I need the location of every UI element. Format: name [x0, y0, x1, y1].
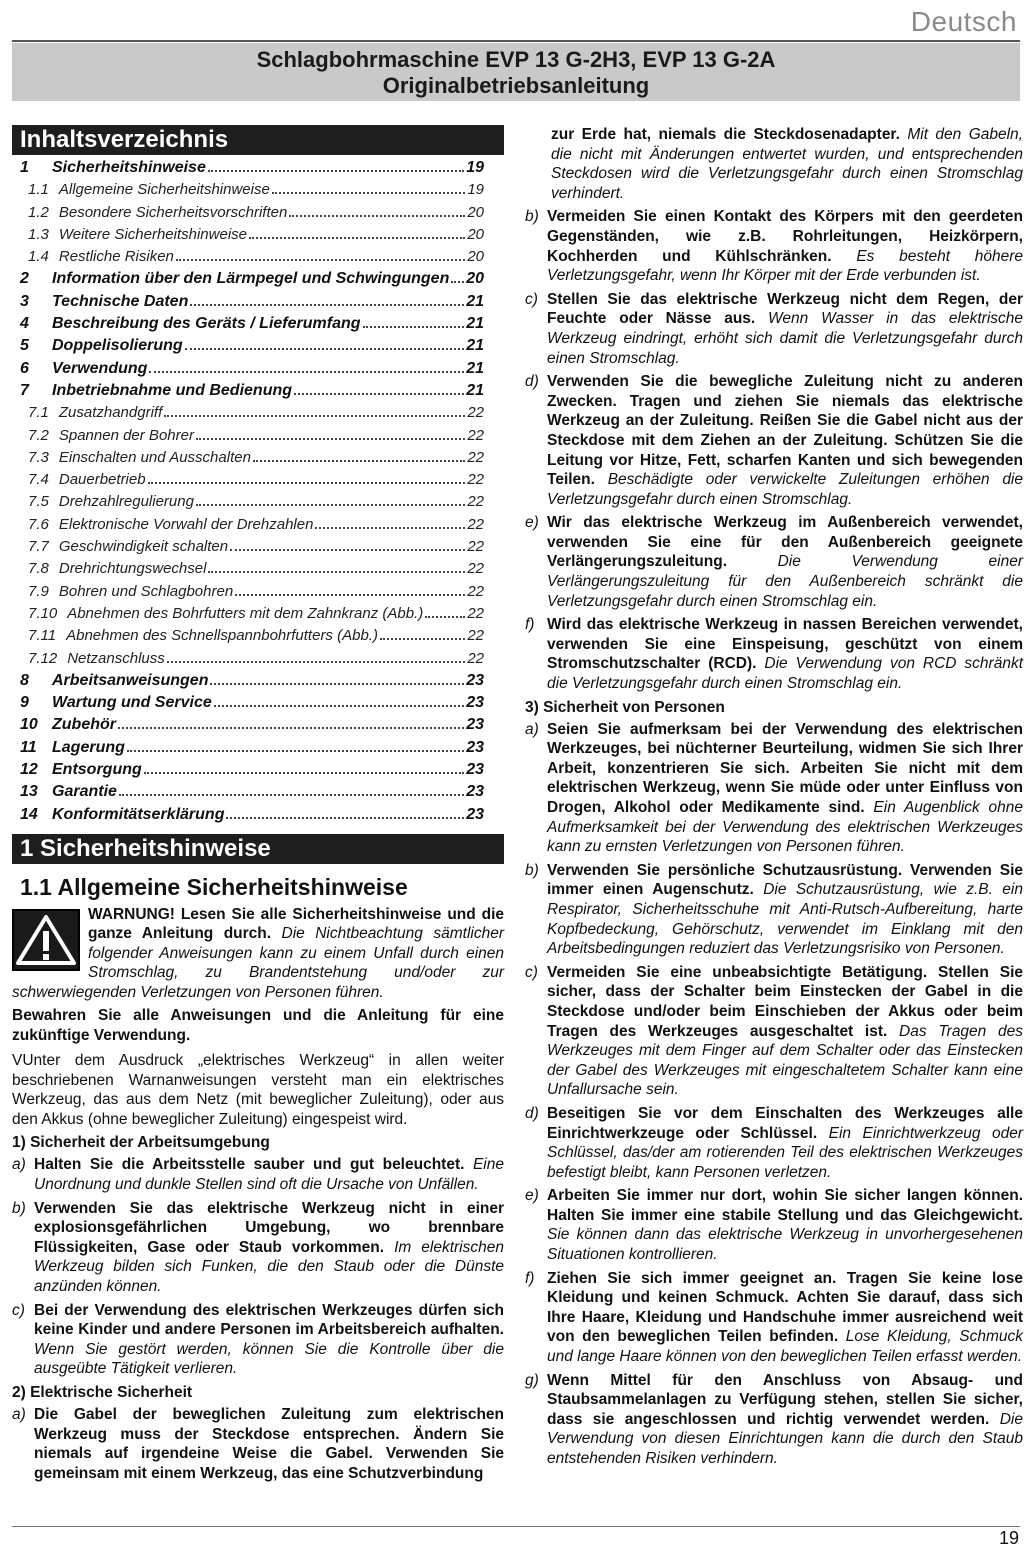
toc-entry-number: 8: [20, 671, 29, 689]
section-1-heading: 1 Sicherheitshinweise: [12, 834, 504, 864]
toc-dot-leader: [380, 638, 465, 640]
toc-entry-number: 4: [20, 315, 29, 333]
toc-entry-page: 21: [466, 337, 484, 355]
list-item-bold: Arbeiten Sie immer nur dort, wohin Sie sicher langen können. Halten Sie immer eine stabile Stellung und das Gleichgewicht.: [547, 1187, 1023, 1224]
list-item-bold: Ziehen Sie sich immer geeignet an. Tragen Sie keine lose Kleidung und keinen Schmuck. Achten Sie darauf, dass sich Ihre Haare, Kleidung und Handschuhe immer ausreichend weit von den beweglichen Teilen befinden.: [547, 1269, 1023, 1346]
list-item: [525, 290, 1023, 368]
list-item: [525, 1186, 1023, 1264]
list-letter: c): [12, 1301, 25, 1319]
toc-dot-leader: [196, 504, 465, 506]
warning-text: [12, 905, 504, 1003]
toc-entry[interactable]: [12, 650, 504, 672]
toc-entry-title: Dauerbetrieb: [58, 471, 146, 489]
toc-entry-title: Arbeitsanweisungen: [52, 671, 209, 689]
toc-entry[interactable]: [12, 449, 504, 471]
list-item-italic: Ein Einrichtwerkzeug oder Schlüssel, das/der am rotierenden Teil des elektrischen Werkzeuges befestigt bleibt, kann Personen verletzen.: [547, 1124, 1023, 1181]
toc-entry[interactable]: [12, 538, 504, 560]
toc-entry-title: Konformitätserklärung: [52, 805, 225, 823]
toc-entry-title: Abnehmen des Bohrfutters mit dem Zahnkranz (Abb.): [67, 604, 424, 622]
toc-entry-title: Besondere Sicherheitsvorschriften: [58, 203, 288, 221]
toc-entry-title: Verwendung: [52, 359, 148, 377]
list-item-bold: Wird das elektrische Werkzeug in nassen Bereichen verwendet, verwenden Sie eine Einspeisung, geschützt von einem Stromschutzschalter (RCD).: [547, 616, 1023, 673]
toc-entry-title: Wartung und Service: [52, 694, 212, 712]
list-item-italic: Beschädigte oder verwickelte Zuleitungen erhöhen die Verletzungsgefahr durch einen Stromschlag.: [547, 471, 1023, 508]
toc-entry-page: 22: [467, 404, 484, 422]
list-item-italic: Die Schutzausrüstung, wie z.B. ein Respirator, Sicherheitsschuhe mit Anti-Rutsch-Aufbereitung, harte Kopfbedeckung, Gehörschutz, verwendet im Einklang mit den Arbeitsbedingungen reduziert das Verletzungsrisiko von Personen.: [547, 881, 1023, 958]
list-letter: b): [12, 1199, 26, 1217]
toc-entry-page: 19: [466, 159, 484, 176]
list-item: [525, 615, 1023, 693]
list-item-italic: Das Tragen des Werkzeuges mit dem Finger auf dem Schalter oder das Einstecken der Gabel des Werkzeuges mit eingeschaltetem Schalter kann eine Unfallursache sein.: [547, 1022, 1024, 1099]
toc-entry[interactable]: [12, 181, 504, 203]
toc-entry-title: Lagerung: [52, 738, 125, 756]
toc-dot-leader: [208, 170, 464, 172]
toc-dot-leader: [208, 571, 465, 573]
toc-dot-leader: [294, 393, 464, 395]
toc-entry-page: 23: [466, 805, 484, 823]
toc-entry-page: 21: [466, 359, 484, 377]
toc-dot-leader: [451, 281, 464, 283]
toc-entry-title: Sicherheitshinweise: [52, 159, 206, 176]
toc-entry-page: 22: [467, 515, 484, 533]
toc-dot-leader: [176, 259, 465, 261]
page-number: 19: [998, 1528, 1019, 1548]
list-item-italic: Die Verwendung von diesen Einrichtungen kann die durch den Staub entstehenden Risiken verhindern.: [547, 1410, 1023, 1467]
toc-entry-page: 21: [466, 381, 484, 399]
list-item: [525, 513, 1023, 611]
toc-entry-number: 1.4: [28, 248, 49, 266]
list-item-italic: Eine Unordnung und dunkle Stellen sind oft die Ursache von Unfällen.: [34, 1156, 504, 1193]
list-item-italic: Es besteht höhere Verletzungsgefahr, wenn Ihr Körper mit der Erde verbunden ist.: [547, 247, 1023, 285]
keep-instructions-bold: Bewahren Sie alle Anweisungen und die Anleitung für eine zukünftige Verwendung.: [12, 1007, 504, 1044]
toc-entry-number: 1.2: [28, 203, 49, 221]
list-item-italic: Lose Kleidung, Schmuck und lange Haare können von den beweglichen Teilen erfasst werden.: [547, 1328, 1024, 1366]
toc-entry-number: 2: [20, 270, 29, 288]
list-letter: b): [525, 208, 539, 226]
toc-entry-page: 22: [467, 426, 484, 444]
toc-entry-page: 21: [466, 292, 484, 310]
toc-entry-page: 23: [466, 671, 484, 689]
toc-entry-title: Zubehör: [52, 716, 116, 734]
list-item: [525, 963, 1023, 1100]
toc-entry-page: 22: [467, 560, 484, 578]
list-letter: g): [525, 1371, 539, 1389]
toc-dot-leader: [253, 460, 465, 462]
toc-entry[interactable]: [12, 204, 504, 226]
toc-dot-leader: [148, 482, 466, 484]
toc-dot-leader: [214, 705, 464, 707]
list-item-bold: Die Gabel der beweglichen Zuleitung zum elektrischen Werkzeug muss der Steckdose entsprechen. Ändern Sie niemals auf irgendeine Weise die Gabel. Verwenden Sie gemeinsam mit einem Werkzeug, das eine Schutzverbindung: [34, 1405, 504, 1482]
toc-entry[interactable]: [12, 739, 504, 761]
toc-dot-leader: [127, 750, 464, 752]
list-item: [525, 1371, 1023, 1469]
toc-entry-number: 1: [20, 159, 29, 176]
toc-entry-page: 22: [467, 604, 484, 622]
toc-entry-number: 12: [20, 761, 38, 779]
electrical-list: [525, 207, 1023, 693]
toc-entry-title: Inbetriebnahme und Bedienung: [52, 381, 293, 399]
toc-entry-number: 7.10: [28, 604, 58, 622]
list-letter: f): [525, 616, 535, 634]
list-letter: b): [525, 861, 539, 879]
toc-entry-page: 19: [467, 181, 484, 199]
toc-entry[interactable]: [12, 627, 504, 649]
toc-entry-number: 6: [20, 359, 29, 377]
toc-entry-title: Elektronische Vorwahl der Drehzahlen: [58, 515, 314, 533]
table-of-contents: [12, 159, 504, 828]
toc-entry-number: 14: [20, 805, 38, 823]
toc-entry-title: Abnehmen des Schnellspannbohrfutters (Abb.): [66, 627, 378, 645]
electrical-item-a: [12, 1405, 504, 1483]
list-item-italic: Die Verwendung einer Verlängerungszuleitung für den Außenbereich schränkt die Verletzungsgefahr durch einen Stromschlag ein.: [547, 553, 1023, 610]
toc-entry[interactable]: [12, 159, 504, 181]
list-item-bold: Vermeiden Sie einen Kontakt des Körpers mit den geerdeten Gegenständen, wie z.B. Rohrleitungen, Heizkörpern, Kochherden und Kühlschränken.: [547, 208, 1023, 265]
toc-dot-leader: [118, 727, 464, 729]
toc-entry-number: 5: [20, 337, 29, 355]
toc-entry-page: 20: [467, 203, 484, 221]
toc-entry-page: 22: [467, 582, 484, 600]
toc-entry-number: 7.11: [28, 627, 57, 645]
toc-entry-number: 7.6: [28, 515, 49, 533]
toc-entry-title: Einschalten und Ausschalten: [58, 448, 251, 466]
toc-dot-leader: [230, 549, 465, 551]
list-letter: d): [525, 1104, 539, 1122]
toc-entry-title: Entsorgung: [52, 761, 142, 779]
toc-dot-leader: [249, 237, 465, 239]
toc-entry[interactable]: [12, 694, 504, 716]
toc-dot-leader: [196, 438, 465, 440]
toc-entry-page: 23: [466, 694, 484, 712]
list-item: [525, 861, 1023, 959]
toc-entry-number: 10: [20, 716, 38, 734]
toc-dot-leader: [235, 594, 465, 596]
toc-entry-number: 1.3: [28, 225, 49, 243]
persons-list: [525, 720, 1023, 1469]
list-item-bold: zur Erde hat, niemals die Steckdosenadapter.: [551, 126, 900, 143]
list-item: [525, 720, 1023, 857]
toc-entry-title: Garantie: [52, 783, 117, 801]
list-item: [525, 372, 1023, 509]
toc-entry-number: 7.8: [28, 560, 49, 578]
toc-dot-leader: [210, 683, 464, 685]
toc-entry-number: 7: [20, 381, 29, 399]
toc-dot-leader: [272, 192, 466, 194]
warning-triangle-icon: [12, 909, 80, 971]
list-letter: a): [525, 720, 539, 738]
toc-entry-page: 20: [467, 248, 484, 266]
list-letter: e): [525, 1187, 539, 1205]
toc-entry[interactable]: [12, 716, 504, 738]
toc-entry-number: 13: [20, 783, 38, 801]
toc-entry-page: 22: [467, 627, 484, 645]
toc-entry-title: Allgemeine Sicherheitshinweise: [58, 181, 270, 199]
toc-entry-title: Doppelisolierung: [52, 337, 183, 355]
toc-entry-title: Spannen der Bohrer: [58, 426, 194, 444]
toc-entry-number: 7.4: [28, 471, 49, 489]
work-area-heading: 1) Sicherheit der Arbeitsumgebung: [12, 1134, 270, 1152]
toc-entry[interactable]: [12, 493, 504, 515]
toc-entry[interactable]: [12, 382, 504, 404]
toc-entry-number: 1.1: [28, 181, 49, 199]
list-letter: a): [12, 1156, 26, 1174]
electrical-item-a-continued: [525, 125, 1023, 203]
list-item: [12, 1199, 504, 1297]
toc-dot-leader: [144, 772, 464, 774]
list-letter: a): [12, 1405, 26, 1423]
toc-entry-title: Information über den Lärmpegel und Schwingungen: [52, 270, 450, 288]
toc-entry-number: 7.12: [28, 649, 58, 667]
toc-heading: Inhaltsverzeichnis: [12, 125, 504, 155]
toc-entry-number: 7.2: [28, 426, 49, 444]
toc-dot-leader: [190, 304, 464, 306]
toc-entry[interactable]: [12, 806, 504, 828]
left-column: [12, 125, 504, 1487]
list-item: [12, 1301, 504, 1379]
list-item-bold: Vermeiden Sie eine unbeabsichtigte Betätigung. Stellen Sie sicher, dass der Schalter beim Einstecken der Gabel in die Steckdose und/oder beim Einschieben der Akkus oder beim Tragen des Werkzeuges ausgeschaltet ist.: [547, 963, 1023, 1040]
list-item-bold: Beseitigen Sie vor dem Einschalten des Werkzeuges alle Einrichtwerkzeuge oder Schlüssel.: [547, 1104, 1023, 1142]
toc-entry[interactable]: [12, 783, 504, 805]
persons-heading: 3) Sicherheit von Personen: [525, 698, 725, 716]
toc-entry[interactable]: [12, 293, 504, 315]
toc-entry-title: Drehrichtungswechsel: [58, 560, 207, 578]
toc-dot-leader: [119, 794, 464, 796]
list-item-bold: Verwenden Sie persönliche Schutzausrüstung. Verwenden Sie immer einen Augenschutz.: [547, 861, 1023, 899]
toc-dot-leader: [164, 415, 465, 417]
list-item-italic: Ein Augenblick ohne Aufmerksamkeit bei der Verwendung des elektrischen Werkzeuges kann zu ernsten Verletzungen von Personen führen.: [547, 799, 1024, 856]
list-item: [525, 1104, 1023, 1182]
toc-dot-leader: [315, 527, 465, 529]
list-letter: c): [525, 963, 538, 981]
toc-entry-page: 22: [467, 493, 484, 511]
toc-entry-number: 7.1: [28, 404, 49, 422]
toc-entry-title: Bohren und Schlagbohren: [58, 582, 234, 600]
toc-entry-page: 23: [466, 716, 484, 734]
toc-entry-title: Technische Daten: [52, 292, 189, 310]
title-line-1: Schlagbohrmaschine EVP 13 G-2H3, EVP 13 G-2A: [256, 47, 776, 72]
toc-entry-title: Zusatzhandgriff: [58, 404, 163, 422]
list-item-bold: Wenn Mittel für den Anschluss von Absaug- und Staubsammelanlagen zu Verfügung stehen, stellen Sie sicher, dass sie angeschlossen und richtig verwendet werden.: [547, 1371, 1023, 1428]
toc-entry-page: 22: [467, 471, 484, 489]
toc-entry[interactable]: [12, 315, 504, 337]
toc-entry-title: Drehzahlregulierung: [58, 493, 194, 511]
title-line-2: Originalbetriebsanleitung: [382, 73, 650, 98]
toc-entry[interactable]: [12, 672, 504, 694]
toc-entry-page: 23: [466, 761, 484, 779]
list-letter: c): [525, 290, 538, 308]
warning-block: [12, 905, 504, 1003]
toc-entry[interactable]: [12, 761, 504, 783]
toc-entry-page: 21: [466, 315, 484, 333]
list-item-italic: Im elektrischen Werkzeug bilden sich Funken, die den Staub oder die Dünste anzünden können.: [34, 1238, 504, 1295]
toc-entry-title: Geschwindigkeit schalten: [58, 538, 229, 556]
top-rule: [12, 40, 1020, 42]
right-column: [525, 125, 1023, 1473]
list-letter: e): [525, 514, 539, 532]
toc-entry[interactable]: [12, 226, 504, 248]
toc-dot-leader: [425, 616, 465, 618]
toc-entry[interactable]: [12, 605, 504, 627]
toc-entry[interactable]: [12, 560, 504, 582]
warning-italic: Die Nichtbeachtung sämtlicher folgender Anweisungen kann zu einem Unfall durch einen Stromschlag, zu Brandentstehung und/oder zur schwerwiegenden Verletzungen von Personen führen.: [12, 925, 504, 1001]
list-item-italic: Sie können dann das elektrische Werkzeug in unvorhergesehenen Situationen kontrollieren.: [547, 1226, 1023, 1264]
toc-entry-page: 22: [467, 649, 484, 667]
toc-entry-number: 9: [20, 694, 29, 712]
list-item-bold: Seien Sie aufmerksam bei der Verwendung des elektrischen Werkzeuges, bei nüchterner Beurteilung, widmen Sie sich Ihrer Arbeit, konzentrieren Sie sich. Arbeiten Sie nicht mit dem elektrischen Werkzeug, wenn Sie müde oder unter Einfluss von Drogen, Alkohol oder Medikamente sind.: [547, 720, 1023, 816]
list-letter: d): [525, 373, 539, 391]
toc-entry-title: Netzanschluss: [67, 649, 165, 667]
list-item-bold: Halten Sie die Arbeitsstelle sauber und gut beleuchtet.: [34, 1156, 465, 1174]
toc-entry[interactable]: [12, 427, 504, 449]
toc-entry[interactable]: [12, 360, 504, 382]
keep-instructions: [12, 1006, 504, 1045]
toc-entry-title: Beschreibung des Geräts / Lieferumfang: [52, 315, 361, 333]
toc-entry[interactable]: [12, 248, 504, 270]
toc-entry[interactable]: [12, 516, 504, 538]
toc-dot-leader: [226, 817, 464, 819]
toc-entry[interactable]: [12, 583, 504, 605]
toc-entry[interactable]: [12, 337, 504, 359]
toc-entry[interactable]: [12, 270, 504, 292]
list-item-bold: Verwenden Sie die bewegliche Zuleitung nicht zu anderen Zwecken. Tragen und ziehen Sie niemals das elektrische Werkzeug an der Zuleitung. Reißen Sie die Gabel nicht aus der Steckdose mit dem Ziehen an der Zuleitung. Schützen Sie die Leitung vor Hitze, Fett, scharfen Kanten und sich bewegenden Teilen.: [547, 373, 1023, 489]
toc-entry-number: 3: [20, 292, 29, 310]
toc-entry-title: Restliche Risiken: [58, 248, 174, 266]
toc-entry-page: 22: [467, 448, 484, 466]
toc-dot-leader: [363, 326, 465, 328]
list-letter: f): [525, 1269, 535, 1287]
list-item-bold: Bei der Verwendung des elektrischen Werkzeuges dürfen sich keine Kinder und andere Personen im Arbeitsbereich aufhalten.: [34, 1301, 504, 1339]
toc-entry-number: 7.9: [28, 582, 49, 600]
list-item-bold: Verwenden Sie das elektrische Werkzeug nicht in einer explosionsgefährlichen Umgebung, wo brennbare Flüssigkeiten, Gase oder Staub vorkommen.: [34, 1199, 504, 1256]
toc-entry-page: 23: [466, 783, 484, 801]
electrical-heading: 2) Elektrische Sicherheit: [12, 1383, 193, 1401]
list-item: [525, 207, 1023, 285]
toc-entry-number: 7.5: [28, 493, 49, 511]
toc-entry[interactable]: [12, 471, 504, 493]
title-banner: [12, 43, 1020, 101]
toc-entry-page: 23: [466, 738, 484, 756]
list-item: [525, 1269, 1023, 1367]
list-item-italic: Wenn Wasser in das elektrische Werkzeug eindringt, erhöht sich damit die Verletzungsgefahr durch einen Stromschlag.: [547, 310, 1024, 367]
list-item-bold: Wir das elektrische Werkzeug im Außenbereich verwendet, verwenden Sie eine für den Außenbereich geeignete Verlängerungszuleitung.: [547, 514, 1023, 571]
toc-entry-page: 22: [467, 538, 484, 556]
language-label: Deutsch: [910, 6, 1017, 37]
bottom-rule: [12, 1526, 1020, 1527]
intro-paragraph: VUnter dem Ausdruck „elektrisches Werkzeug“ in allen weiter beschriebenen Warnanweisungen versteht man ein elektrisches Werkzeug, das aus dem Netz (mit beweglicher Zuleitung), oder aus den Akkus (ohne beweglicher Zuleitung) eingespeist wird.: [12, 1052, 504, 1128]
toc-dot-leader: [149, 371, 464, 373]
toc-entry[interactable]: [12, 404, 504, 426]
list-item-italic: Die Verwendung von RCD schränkt die Verletzungsgefahr durch einen Stromschlag ein.: [547, 655, 1023, 693]
toc-entry-page: 20: [467, 225, 484, 243]
list-item: [12, 1155, 504, 1194]
section-1-1-heading: 1.1 Allgemeine Sicherheitshinweise: [20, 873, 408, 900]
list-item-italic: Wenn Sie gestört werden, können Sie die Kontrolle über die ausgeübte Tätigkeit verlieren.: [34, 1340, 504, 1378]
list-item-bold: Stellen Sie das elektrische Werkzeug nicht dem Regen, der Feuchte oder Nässe aus.: [547, 290, 1023, 328]
toc-dot-leader: [167, 661, 466, 663]
toc-entry-number: 11: [20, 738, 37, 756]
toc-dot-leader: [185, 348, 465, 350]
toc-entry-title: Weitere Sicherheitshinweise: [58, 225, 248, 243]
work-area-list: [12, 1155, 504, 1379]
toc-entry-number: 7.3: [28, 448, 49, 466]
toc-entry-number: 7.7: [28, 538, 49, 556]
warning-bold: WARNUNG! Lesen Sie alle Sicherheitshinweise und die ganze Anleitung durch.: [88, 905, 504, 943]
toc-dot-leader: [289, 215, 465, 217]
toc-entry-page: 20: [466, 270, 484, 288]
list-item-italic: Mit den Gabeln, die nicht mit Änderungen entwertet wurden, und entsprechenden Steckdosen wird die Verletzungsgefahr durch einen Stromschlag verhindert.: [551, 126, 1023, 202]
